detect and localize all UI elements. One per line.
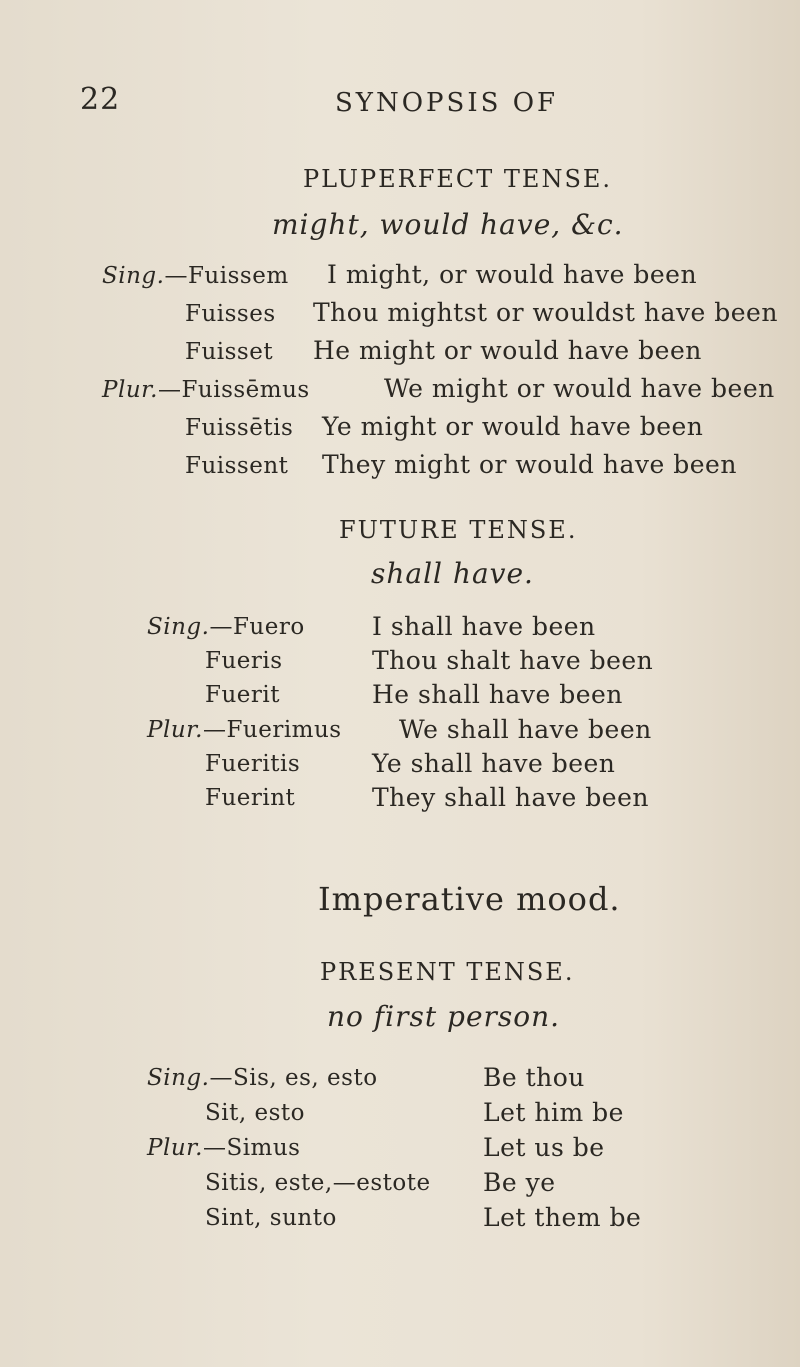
future-row-3-latin: Fuerit xyxy=(205,682,280,708)
future-row-6-english: They shall have been xyxy=(372,783,649,812)
future-row-4-english: We shall have been xyxy=(399,715,652,744)
imperative-row-1-latin: Sing.—Sis, es, esto xyxy=(147,1065,378,1091)
imperative-row-3-english: Let us be xyxy=(483,1133,605,1162)
future-row-6-latin: Fuerint xyxy=(205,785,296,811)
pluperfect-row-2-english: Thou mightst or wouldst have been xyxy=(313,298,778,327)
pluperfect-row-3-english: He might or would have been xyxy=(313,336,702,365)
pluperfect-row-6-english: They might or would have been xyxy=(322,450,737,479)
present-subheading: no first person. xyxy=(327,1000,561,1033)
future-row-1-latin: Sing.—Fuero xyxy=(147,614,305,640)
running-title: SYNOPSIS OF xyxy=(335,88,559,118)
pluperfect-row-5-english: Ye might or would have been xyxy=(322,412,704,441)
mood-title: Imperative mood. xyxy=(318,880,621,918)
present-heading: PRESENT TENSE. xyxy=(320,958,575,986)
imperative-row-2-latin: Sit, esto xyxy=(205,1100,305,1126)
future-row-5-english: Ye shall have been xyxy=(372,749,616,778)
pluperfect-heading: PLUPERFECT TENSE. xyxy=(303,165,613,193)
number-label: Plur. xyxy=(147,1135,203,1161)
future-row-1-english: I shall have been xyxy=(372,612,596,641)
pluperfect-row-1-english: I might, or would have been xyxy=(327,260,698,289)
future-row-4-latin: Plur.—Fuerimus xyxy=(147,717,342,743)
pluperfect-row-4-latin: Plur.—Fuissēmus xyxy=(102,377,310,403)
pluperfect-row-1-latin: Sing.—Fuissem xyxy=(102,263,289,289)
number-label: Sing. xyxy=(147,1065,210,1091)
future-subheading: shall have. xyxy=(371,557,534,590)
pluperfect-subheading: might, would have, &c. xyxy=(272,208,624,241)
number-label: Plur. xyxy=(102,377,158,403)
page-number: 22 xyxy=(80,82,121,117)
future-row-2-english: Thou shalt have been xyxy=(372,646,654,675)
future-heading: FUTURE TENSE. xyxy=(339,516,578,544)
future-row-3-english: He shall have been xyxy=(372,680,623,709)
imperative-row-5-english: Let them be xyxy=(483,1203,642,1232)
imperative-row-1-english: Be thou xyxy=(483,1063,585,1092)
pluperfect-row-6-latin: Fuissent xyxy=(185,453,289,479)
pluperfect-row-4-english: We might or would have been xyxy=(384,374,775,403)
number-label: Sing. xyxy=(102,263,165,289)
imperative-row-2-english: Let him be xyxy=(483,1098,624,1127)
imperative-row-3-latin: Plur.—Simus xyxy=(147,1135,301,1161)
future-row-2-latin: Fueris xyxy=(205,648,283,674)
future-row-5-latin: Fueritis xyxy=(205,751,301,777)
pluperfect-row-2-latin: Fuisses xyxy=(185,301,276,327)
pluperfect-row-3-latin: Fuisset xyxy=(185,339,274,365)
number-label: Sing. xyxy=(147,614,210,640)
pluperfect-row-5-latin: Fuissētis xyxy=(185,415,294,441)
number-label: Plur. xyxy=(147,717,203,743)
imperative-row-5-latin: Sint, sunto xyxy=(205,1205,337,1231)
imperative-row-4-english: Be ye xyxy=(483,1168,556,1197)
imperative-row-4-latin: Sitis, este,—estote xyxy=(205,1170,431,1196)
